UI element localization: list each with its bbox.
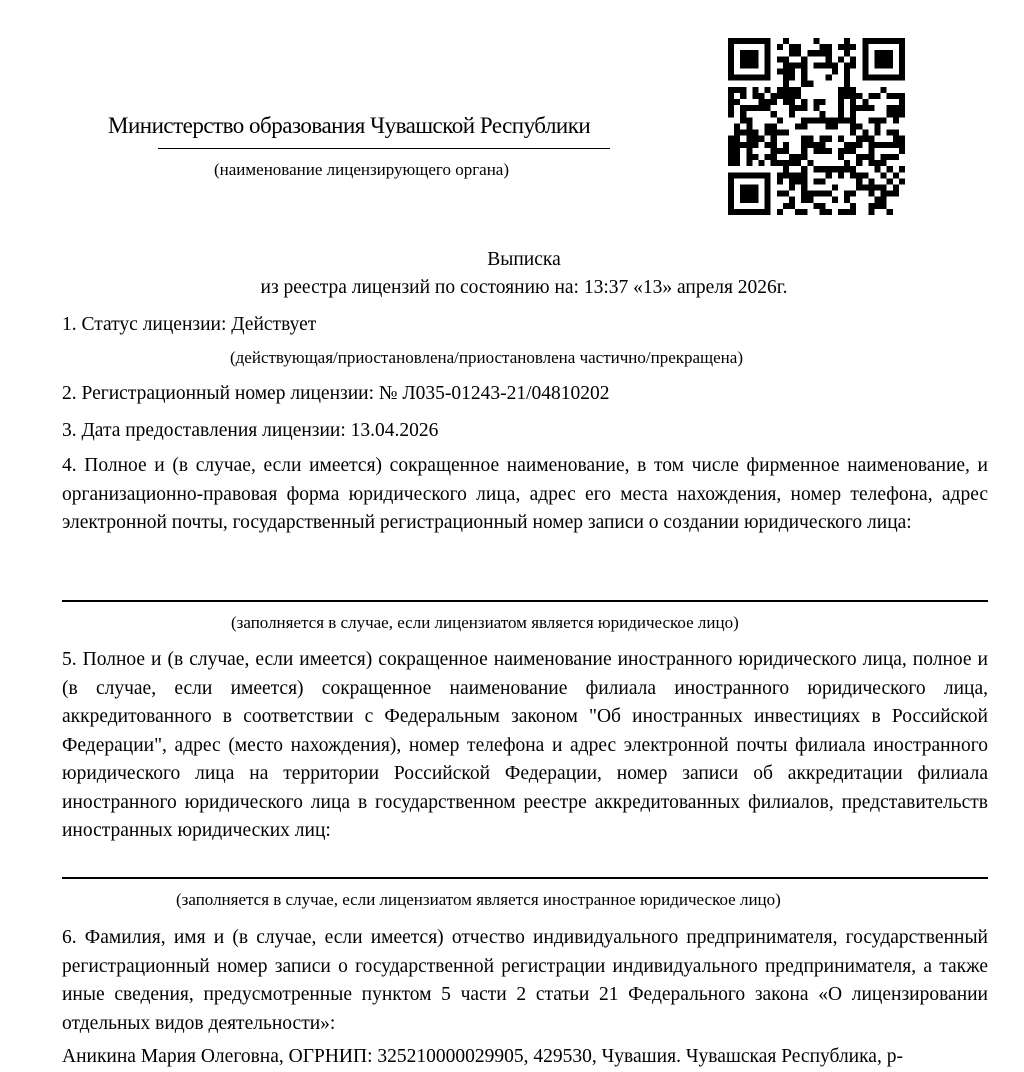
item5-caption: (заполняется в случае, если лицензиатом является иностранное юридическое лицо)	[176, 890, 781, 909]
item6-value: Аникина Мария Олеговна, ОГРНИП: 325210000029905, 429530, Чувашия. Чувашская Республика, р-	[62, 1046, 903, 1067]
qr-code-icon	[728, 38, 905, 215]
ministry-underline	[158, 148, 610, 149]
item5-fill-line	[62, 877, 988, 879]
license-status: 1. Статус лицензии: Действует	[62, 314, 317, 335]
document-subtitle: из реестра лицензий по состоянию на: 13:37 «13» апреля 2026г.	[260, 277, 788, 298]
license-issue-date: 3. Дата предоставления лицензии: 13.04.2026	[62, 420, 439, 441]
license-reg-number: 2. Регистрационный номер лицензии: № Л035-01243-21/04810202	[62, 383, 610, 404]
item4-text: 4. Полное и (в случае, если имеется) сокращенное наименование, в том числе фирменное наименование, и организационно-правовая форма юридического лица, адрес его места нахождения, номер телефона, адрес электронной почты, государственный регистрационный номер записи о создании юридического лица:	[62, 455, 988, 533]
document-title: Выписка	[487, 249, 561, 270]
license-status-caption: (действующая/приостановлена/приостановлена частично/прекращена)	[230, 348, 743, 367]
item5-text: 5. Полное и (в случае, если имеется) сокращенное наименование иностранного юридического лица, полное и (в случае, если имеется) сокращенное наименование филиала иностранного юридического лица, аккредитованного в соответствии с Федеральным законом "Об иностранных инвестициях в Российской Федерации", адрес (место нахождения), номер телефона и адрес электронной почты филиала иностранного юридического лица на территории Российской Федерации, номер записи об аккредитации филиала иностранного юридического лица в государственном реестре аккредитованных филиалов, представительств иностранных юридических лиц:	[62, 649, 988, 841]
item6-text: 6. Фамилия, имя и (в случае, если имеется) отчество индивидуального предпринимателя, государственный регистрационный номер записи о государственной регистрации индивидуального предпринимателя, а также иные сведения, предусмотренные пунктом 5 части 2 статьи 21 Федерального закона «О лицензировании отдельных видов деятельности»:	[62, 927, 988, 1034]
ministry-caption: (наименование лицензирующего органа)	[214, 160, 510, 179]
item4-fill-line	[62, 600, 988, 602]
ministry-name: Министерство образования Чувашской Республики	[108, 113, 591, 138]
item4-caption: (заполняется в случае, если лицензиатом является юридическое лицо)	[231, 613, 739, 632]
